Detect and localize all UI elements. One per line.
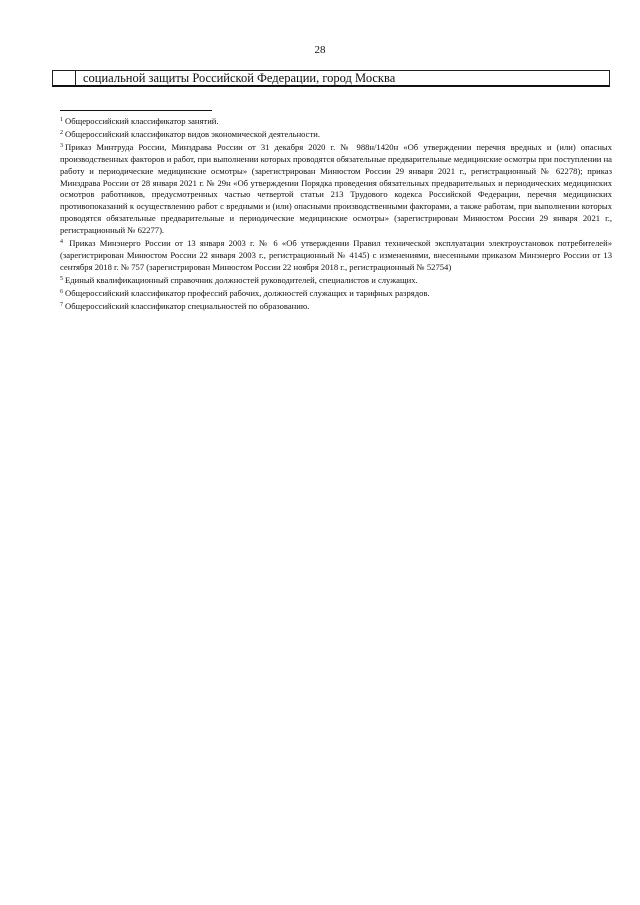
page-number: 28 xyxy=(314,44,326,56)
footnote-mark: 7 xyxy=(60,301,63,308)
footnote-text: Приказ Минэнерго России от 13 января 2003 г. № 6 «Об утверждении Правил технической эксплуатации электроустановок потребителей» (зарегистрирован Минюстом России 22 января 2003 г., регистрационный № 4145) с изменениями, внесенными приказом Минэнерго России от 13 сентября 2018 г. № 757 (зарегистрирован Минюстом России 22 ноября 2018 г., регистрационный № 52754) xyxy=(60,238,612,272)
footnote xyxy=(60,287,612,300)
footnote-text: Общероссийский классификатор специальностей по образованию. xyxy=(65,300,310,311)
footnote-text: Общероссийский классификатор видов экономической деятельности. xyxy=(65,128,320,139)
footnotes xyxy=(60,115,612,313)
footnote-text: Общероссийский классификатор занятий. xyxy=(65,116,219,126)
footnote-mark: 2 xyxy=(60,129,63,136)
table-cell-empty xyxy=(53,71,76,85)
footnote xyxy=(60,128,612,141)
footnote-mark: 5 xyxy=(60,275,63,282)
footnote-mark: 4 xyxy=(60,239,63,246)
footnote xyxy=(60,237,612,274)
footnote-separator xyxy=(60,110,212,111)
table-continuation-text: социальной защиты Российской Федерации, город Москва xyxy=(83,71,396,85)
footnote xyxy=(60,274,612,287)
footnote-text: Общероссийский классификатор профессий рабочих, должностей служащих и тарифных разрядов. xyxy=(65,287,430,298)
footnote-mark: 1 xyxy=(60,117,63,123)
table-continuation-row xyxy=(52,70,610,87)
footnote xyxy=(60,141,612,237)
footnote-mark: 6 xyxy=(60,288,63,295)
footnote-text: Приказ Минтруда России, Минздрава России от 31 декабря 2020 г. № 988н/1420н «Об утверждении перечня вредных и (или) опасных производственных факторов и работ, при выполнении которых проводятся обязательные предварительные медицинские осмотры при поступлении на работу и периодические медицинские осмотры» (зарегистрирован Минюстом России 29 января 2021 г., регистрационный № 62278); приказ Минздрава России от 28 января 2021 г. № 29н «Об утверждении Порядка проведения обязательных предварительных и периодических медицинских осмотров работников, предусмотренных частью четвертой статьи 213 Трудового кодекса Российской Федерации, перечня медицинских противопоказаний к осуществлению работ с вредными и (или) опасными производственными факторами, а также работам, при выполнении которых проводятся обязательные предварительные и периодические медицинские осмотры» (зарегистрирован Минюстом России 29 января 2021 г., регистрационный № 62277). xyxy=(60,141,612,236)
footnote-text: Единый квалификационный справочник должностей руководителей, специалистов и служащих. xyxy=(65,274,418,285)
footnote-mark: 3 xyxy=(60,142,63,149)
footnote xyxy=(60,300,612,313)
footnote xyxy=(60,115,612,128)
